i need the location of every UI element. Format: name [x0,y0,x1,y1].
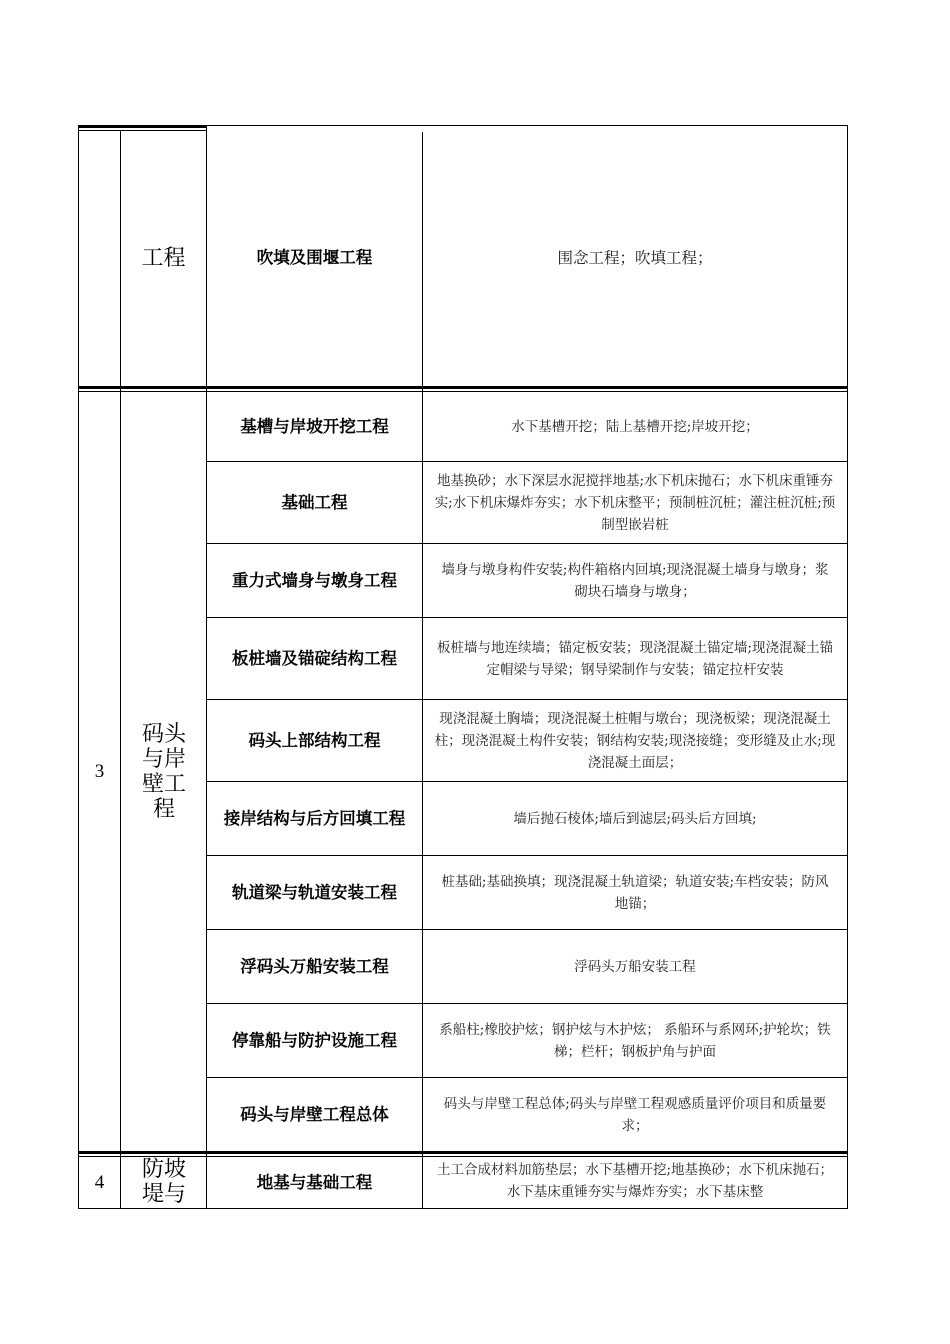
detail-cell [423,1004,847,1077]
detail-text: 土工合成材料加筋垫层；水下基槽开挖;地基换砂；水下机床抛石；水下基床重锤夯实与爆炸夯实；水下基床整 [436,1162,834,1200]
table-top-border-thick [78,125,207,128]
detail-cell [423,131,847,386]
subitem-label: 浮码头万船安装工程 [240,956,389,976]
subitem-cell [207,392,422,461]
row-number-cell [79,1157,120,1208]
detail-cell [423,462,847,543]
category-cell [121,131,206,386]
detail-text: 围念工程；吹填工程； [557,249,713,267]
detail-cell [423,392,847,461]
detail-text: 墙身与墩身构件安装;构件箱格内回填;现浇混凝土墙身与墩身；浆砌块石墙身与墩身； [441,561,829,600]
category-cell [139,392,189,1151]
subitem-cell [207,856,422,929]
subitem-cell [207,462,422,543]
subitem-cell [207,1157,422,1208]
row-number-cell [79,392,120,1151]
subitem-label: 地基与基础工程 [256,1172,373,1192]
subitem-label: 重力式墙身与墩身工程 [232,570,397,590]
subitem-label: 码头上部结构工程 [248,730,381,750]
detail-cell [423,700,847,781]
subitem-label: 板桩墙及锚碇结构工程 [232,648,397,668]
col-line-right [847,125,848,1209]
detail-cell [423,856,847,929]
subitem-cell [207,618,422,699]
subitem-label: 码头与岸壁工程总体 [240,1104,389,1124]
detail-cell [423,618,847,699]
detail-text: 码头与岸壁工程总体;码头与岸壁工程观感质量评价项目和质量要求； [443,1095,827,1134]
table-bottom-border [78,1208,848,1209]
detail-text: 系船柱;橡胶护炫；钢护炫与木护炫； 系船环与系网环;护轮坎；铁梯；栏杆；钢板护角与护面 [439,1021,831,1060]
row-number: 4 [94,1171,105,1193]
subitem-cell [207,1078,422,1151]
category-cell [139,1157,189,1208]
detail-cell [423,1157,847,1208]
subitem-cell [207,544,422,617]
subitem-label: 停靠船与防护设施工程 [232,1030,397,1050]
subitem-cell [207,782,422,855]
detail-text: 桩基础;基础换填；现浇混凝土轨道梁；轨道安装;车档安装；防风地锚； [441,873,829,912]
subitem-cell [207,1004,422,1077]
category-label: 工程 [141,246,186,271]
section-divider-3 [78,386,848,389]
category-label: 码头与岸壁工程 [141,721,186,822]
subitem-label: 轨道梁与轨道安装工程 [232,882,397,902]
detail-text: 水下基槽开挖；陆上基槽开挖;岸坡开挖； [511,418,759,435]
row-number: 3 [94,760,105,782]
subitem-cell [207,700,422,781]
subitem-label: 接岸结构与后方回填工程 [223,808,406,828]
detail-text: 现浇混凝土胸墙；现浇混凝土桩帽与墩台；现浇板梁；现浇混凝土柱；现浇混凝土构件安装；钢结构安装;现浇接缝；变形缝及止水;现浇混凝土面层； [434,710,836,771]
table-top-border-thin [207,125,848,126]
detail-text: 浮码头万船安装工程 [574,958,696,975]
detail-text: 墙后抛石棱体;墙后到滤层;码头后方回填; [513,810,757,827]
detail-cell [423,1078,847,1151]
detail-cell [423,930,847,1003]
category-label: 防坡堤与 [141,1157,186,1207]
detail-text: 板桩墙与地连续墙；锚定板安装；现浇混凝土锚定墙;现浇混凝土锚定帽梁与导梁；钢导梁制作与安装；锚定拉杆安装 [436,639,834,678]
subitem-label: 基槽与岸坡开挖工程 [240,416,389,436]
detail-cell [423,544,847,617]
detail-cell [423,782,847,855]
section-divider-4 [78,1151,848,1154]
detail-text: 地基换砂；水下深层水泥搅拌地基;水下机床抛石；水下机床重锤夯实;水下机床爆炸夯实；水下机床整平；预制桩沉桩；灌注桩沉桩;预制型嵌岩桩 [434,472,836,533]
subitem-label: 吹填及围堰工程 [256,248,373,267]
subitem-label: 基础工程 [281,492,348,512]
subitem-cell [207,930,422,1003]
subitem-cell [207,131,422,386]
